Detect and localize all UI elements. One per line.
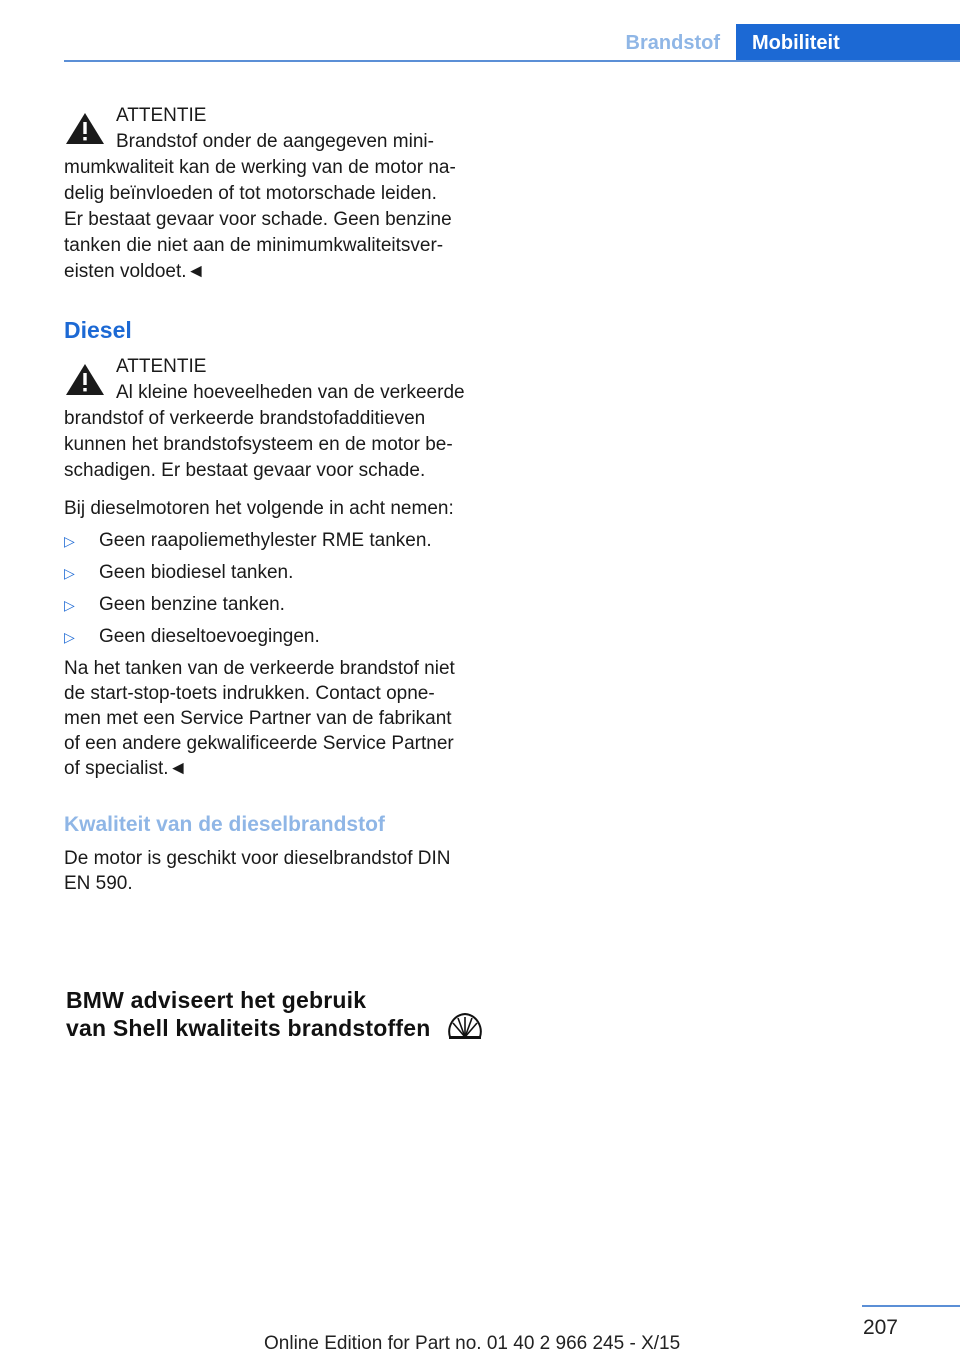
triangle-bullet-icon: ▷ xyxy=(64,533,75,549)
list-item-text: Geen biodiesel tanken. xyxy=(99,562,294,583)
header-chapter-tab: Mobiliteit xyxy=(736,24,960,62)
warning-text xyxy=(64,380,480,484)
warning-line: tanken die niet aan de minimumkwaliteitsver- xyxy=(64,235,444,256)
list-item-text: Geen benzine tanken. xyxy=(99,594,285,615)
edition-note: Online Edition for Part no. 01 40 2 966 245 - X/15 xyxy=(264,1333,681,1354)
warning-title: ATTENTIE xyxy=(116,105,207,126)
shell-advert xyxy=(66,986,480,1042)
list-item xyxy=(64,560,480,592)
footer-rule xyxy=(862,1305,960,1307)
list-item xyxy=(64,624,480,656)
warning-line: delig beïnvloeden of tot motorschade leiden. xyxy=(64,183,437,204)
paragraph-line: men met een Service Partner van de fabrikant xyxy=(64,708,452,729)
shell-logo-icon xyxy=(446,1011,484,1041)
diesel-closing-paragraph xyxy=(64,656,480,781)
warning-line: mumkwaliteit kan de werking van de motor na- xyxy=(64,157,456,178)
warning-text xyxy=(64,129,480,285)
paragraph-line: EN 590. xyxy=(64,873,133,894)
warning-line: Al kleine hoeveelheden van de verkeerde xyxy=(116,382,465,403)
quality-paragraph xyxy=(64,846,480,896)
paragraph-line: of specialist.◄ xyxy=(64,758,188,779)
header-rule xyxy=(64,60,960,62)
triangle-bullet-icon: ▷ xyxy=(64,597,75,613)
paragraph-line: de start-stop-toets indrukken. Contact opne- xyxy=(64,683,435,704)
warning-line: eisten voldoet.◄ xyxy=(64,261,206,282)
list-item-text: Geen raapoliemethylester RME tanken. xyxy=(99,530,432,551)
diesel-bullet-list xyxy=(64,528,480,656)
warning-line: schadigen. Er bestaat gevaar voor schade. xyxy=(64,460,426,481)
warning-line: Brandstof onder de aangegeven mini- xyxy=(116,131,434,152)
paragraph-line: Na het tanken van de verkeerde brandstof niet xyxy=(64,658,455,679)
triangle-bullet-icon: ▷ xyxy=(64,565,75,581)
advert-line: van Shell kwaliteits brandstoffen xyxy=(66,1015,431,1041)
list-item-text: Geen dieseltoevoegingen. xyxy=(99,626,320,647)
warning-line: Er bestaat gevaar voor schade. Geen benzine xyxy=(64,209,452,230)
advert-line: BMW adviseert het gebruik xyxy=(66,987,367,1013)
warning-line: kunnen het brandstofsysteem en de motor be- xyxy=(64,434,453,455)
diesel-intro: Bij dieselmotoren het volgende in acht nemen: xyxy=(64,498,454,519)
header-section-tab: Brandstof xyxy=(625,32,720,54)
warning-line: brandstof of verkeerde brandstofadditieven xyxy=(64,408,426,429)
list-item xyxy=(64,592,480,624)
list-item xyxy=(64,528,480,560)
section-heading-diesel-quality: Kwaliteit van de dieselbrandstof xyxy=(64,813,385,836)
page-number: 207 xyxy=(862,1316,898,1339)
warning-title: ATTENTIE xyxy=(116,356,207,377)
paragraph-line: of een andere gekwalificeerde Service Partner xyxy=(64,733,454,754)
triangle-bullet-icon: ▷ xyxy=(64,629,75,645)
section-heading-diesel: Diesel xyxy=(64,317,132,343)
paragraph-line: De motor is geschikt voor dieselbrandstof DIN xyxy=(64,848,451,869)
